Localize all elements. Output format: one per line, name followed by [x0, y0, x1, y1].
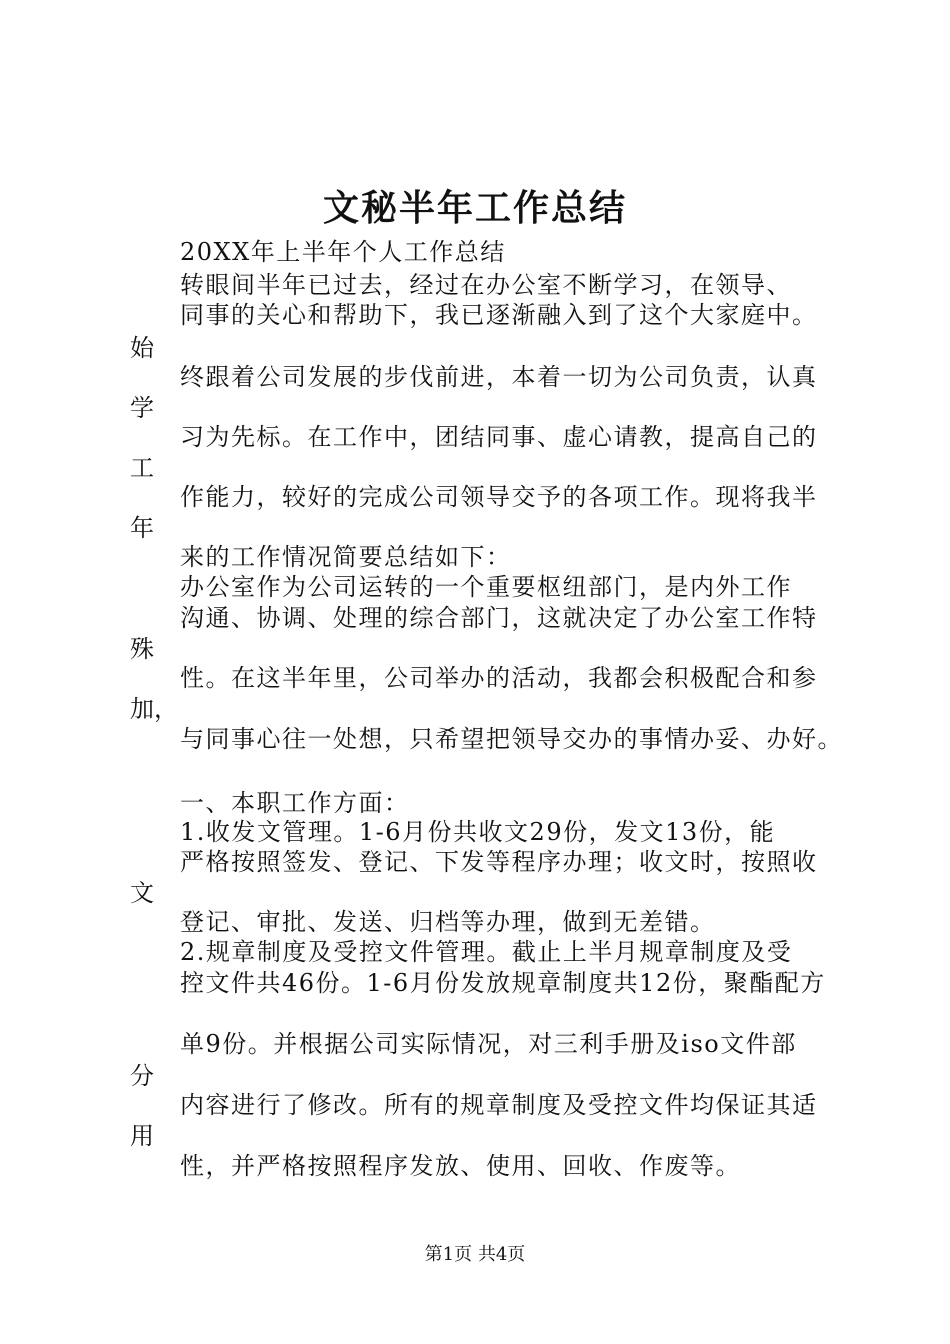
text-line: 习为先标。在工作中，团结同事、虚心请教，提高自己的 [180, 423, 818, 451]
page-number: 第1页 共4页 [424, 1244, 526, 1265]
text-line: 单9份。并根据公司实际情况，对三利手册及iso文件部 [180, 1030, 797, 1058]
text-line: 登记、审批、发送、归档等办理，做到无差错。 [180, 908, 716, 936]
text-line: 与同事心往一处想，只希望把领导交办的事情办妥、办好。 [180, 725, 843, 753]
text-line: 作能力，较好的完成公司领导交予的各项工作。现将我半 [180, 483, 818, 511]
document-title: 文秘半年工作总结 [322, 187, 627, 229]
text-line: 控文件共46份。1-6月份发放规章制度共12份，聚酯配方 [180, 969, 826, 997]
orphan-char: 加， [130, 695, 178, 723]
orphan-char: 工 [130, 454, 154, 482]
text-line: 同事的关心和帮助下，我已逐渐融入到了这个大家庭中。 [180, 301, 818, 329]
text-line: 性。在这半年里，公司举办的活动，我都会积极配合和参 [180, 664, 818, 692]
orphan-char: 殊 [130, 635, 154, 663]
text-line: 终跟着公司发展的步伐前进，本着一切为公司负责，认真 [180, 363, 818, 391]
orphan-char: 分 [130, 1062, 154, 1090]
orphan-char: 年 [130, 514, 154, 542]
text-line: 严格按照签发、登记、下发等程序办理；收文时，按照收 [180, 848, 818, 876]
text-line: 1.收发文管理。1-6月份共收文29份，发文13份，能 [180, 818, 776, 846]
text-line: 办公室作为公司运转的一个重要枢纽部门，是内外工作 [180, 573, 792, 601]
orphan-char: 文 [130, 879, 154, 907]
section-heading: 一、本职工作方面： [180, 789, 410, 817]
text-line: 内容进行了修改。所有的规章制度及受控文件均保证其适 [180, 1091, 818, 1119]
orphan-char: 始 [130, 334, 154, 362]
text-line: 2.规章制度及受控文件管理。截止上半月规章制度及受 [180, 938, 793, 966]
text-line: 沟通、协调、处理的综合部门，这就决定了办公室工作特 [180, 604, 818, 632]
text-line: 性，并严格按照程序发放、使用、回收、作废等。 [180, 1152, 741, 1180]
text-line: 来的工作情况简要总结如下： [180, 543, 512, 571]
text-line: 20XX年上半年个人工作总结 [180, 238, 506, 266]
orphan-char: 学 [130, 394, 154, 422]
orphan-char: 用 [130, 1122, 154, 1150]
text-line: 转眼间半年已过去，经过在办公室不断学习，在领导、 [180, 271, 792, 299]
